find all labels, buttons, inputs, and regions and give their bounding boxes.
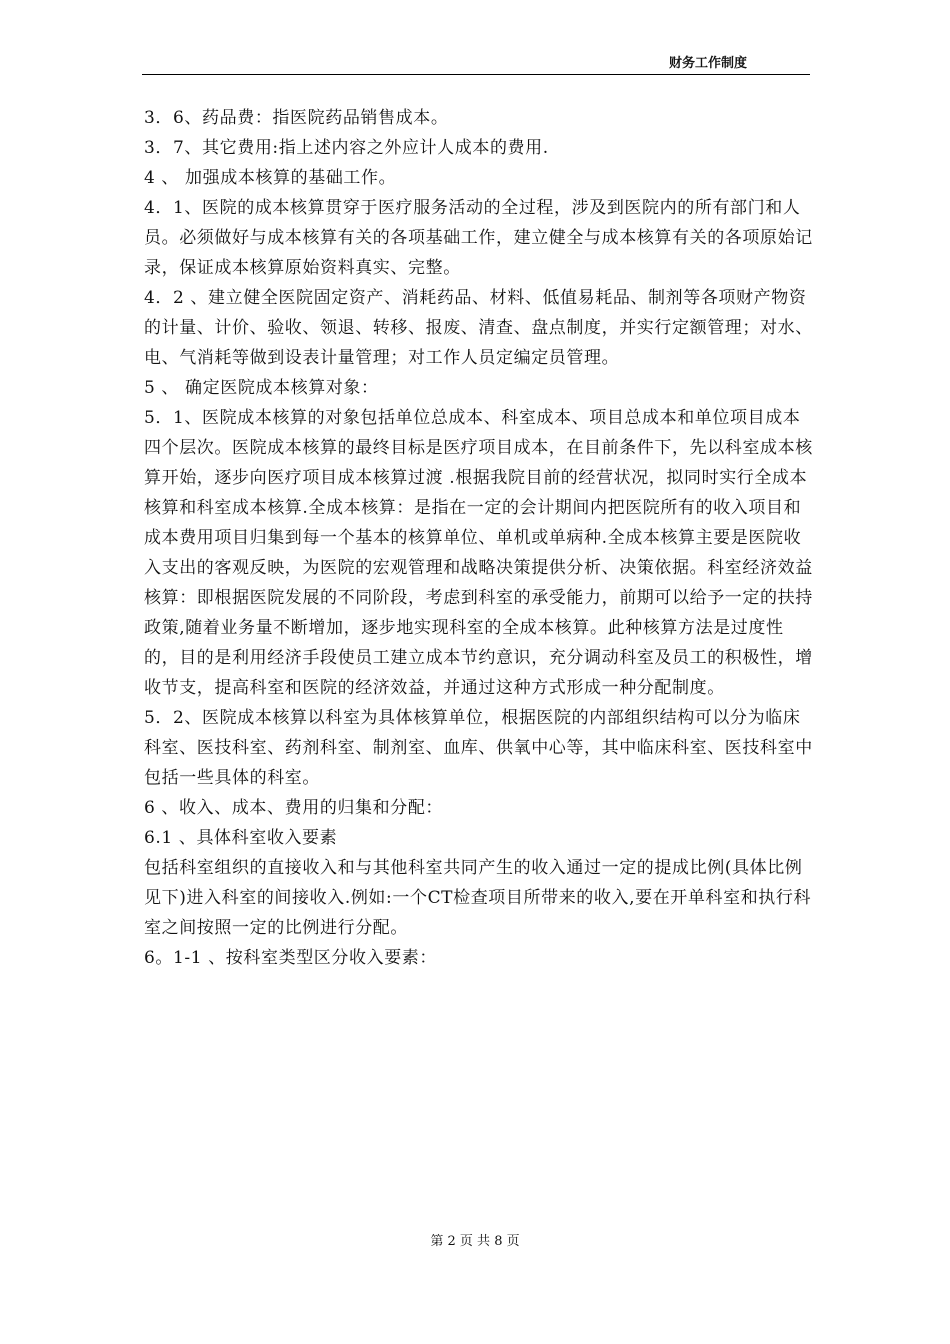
header-title: 财务工作制度	[668, 56, 747, 71]
document-body	[144, 103, 816, 973]
section-heading-6: 6 、收入、成本、费用的归集和分配：	[144, 798, 444, 818]
section-heading-4: 4 、 加强成本核算的基础工作。	[144, 168, 397, 188]
subsection-heading-6-1: 6.1 、具体科室收入要素	[144, 828, 338, 848]
page-number: 第 2 页 共 8 页	[430, 1234, 520, 1249]
paragraph-5-2: 5．2、医院成本核算以科室为具体核算单位，根据医院的内部组织结构可以分为临床科室、医技科室、药剂科室、制剂室、血库、供氧中心等，其中临床科室、医技科室中包括一些具体的科室。	[144, 708, 813, 788]
header-divider	[142, 74, 810, 75]
paragraph-4-1: 4．1、医院的成本核算贯穿于医疗服务活动的全过程，涉及到医院内的所有部门和人员。必须做好与成本核算有关的各项基础工作，建立健全与成本核算有关的各项原始记录，保证成本核算原始资料真实、完整。	[144, 198, 813, 278]
paragraph-4-2: 4．2 、建立健全医院固定资产、消耗药品、材料、低值易耗品、制剂等各项财产物资的计量、计价、验收、领退、转移、报废、清查、盘点制度，并实行定额管理；对水、电、气消耗等做到设表计量管理；对工作人员定编定员管理。	[144, 288, 813, 368]
paragraph-3-7: 3．7、其它费用:指上述内容之外应计人成本的费用.	[144, 138, 549, 158]
subsection-heading-6-1-1: 6。1-1 、按科室类型区分收入要素：	[144, 948, 437, 968]
paragraph-3-6: 3．6、药品费：指医院药品销售成本。	[144, 108, 449, 128]
section-heading-5: 5 、 确定医院成本核算对象：	[144, 378, 379, 398]
paragraph-5-1: 5．1、医院成本核算的对象包括单位总成本、科室成本、项目总成本和单位项目成本四个层次。医院成本核算的最终目标是医疗项目成本，在目前条件下，先以科室成本核算开始，逐步向医疗项目成本核算过渡 .根据我院目前的经营状况，拟同时实行全成本核算和科室成本核算.全成本核算：是指在一定的会计期间内把医院所有的收入项目和成本费用项目归集到每一个基本的核算单位、单机或单病种.全成本核算主要是医院收入支出的客观反映，为医院的宏观管理和战略决策提供分析、决策依据。科室经济效益核算：即根据医院发展的不同阶段，考虑到科室的承受能力，前期可以给予一定的扶持政策,随着业务量不断增加，逐步地实现科室的全成本核算。此种核算方法是过度性的，目的是利用经济手段使员工建立成本节约意识，充分调动科室及员工的积极性，增收节支，提高科室和医院的经济效益，并通过这种方式形成一种分配制度。	[144, 408, 813, 698]
paragraph-6-1-body: 包括科室组织的直接收入和与其他科室共同产生的收入通过一定的提成比例(具体比例见下)进入科室的间接收入.例如:一个CT检查项目所带来的收入,要在开单科室和执行科室之间按照一定的比例进行分配。	[144, 858, 812, 938]
